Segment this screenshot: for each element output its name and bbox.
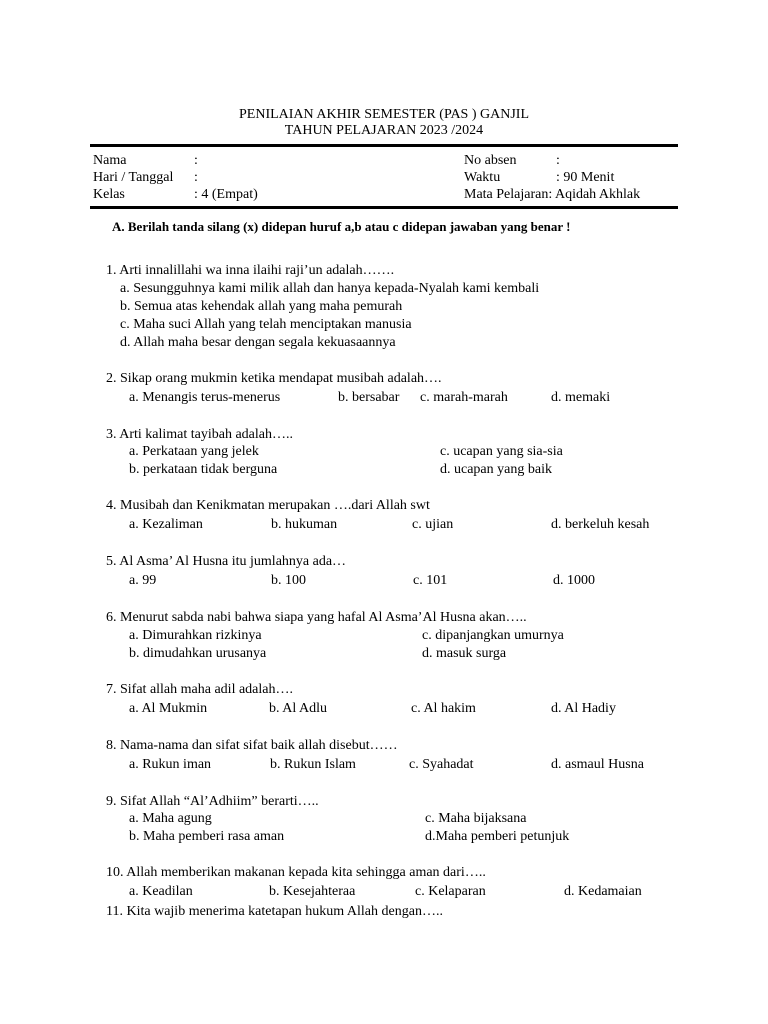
q3-option-d: d. ucapan yang baik: [440, 462, 552, 477]
q1-option-b: b. Semua atas kehendak allah yang maha pemurah: [120, 299, 403, 314]
instruction: A. Berilah tanda silang (x) didepan huruf a,b atau c didepan jawaban yang benar !: [112, 219, 571, 234]
question-2: 2. Sikap orang mukmin ketika mendapat musibah adalah….: [106, 371, 442, 386]
q5-option-d: d. 1000: [553, 573, 595, 588]
waktu-label: Waktu: [464, 170, 501, 185]
q6-option-d: d. masuk surga: [422, 646, 507, 661]
q7-option-a: a. Al Mukmin: [129, 701, 208, 716]
q7-option-d: d. Al Hadiy: [551, 701, 616, 716]
q3-option-c: c. ucapan yang sia-sia: [440, 444, 563, 459]
q2-option-b: b. bersabar: [338, 390, 400, 405]
absen-colon: :: [556, 153, 560, 168]
kelas-value: : 4 (Empat): [194, 187, 258, 202]
q9-option-a: a. Maha agung: [129, 811, 212, 826]
q6-option-a: a. Dimurahkan rizkinya: [129, 628, 262, 643]
hari-colon: :: [194, 170, 198, 185]
q1-option-d: d. Allah maha besar dengan segala kekuasaannya: [120, 335, 396, 350]
q10-option-a: a. Keadilan: [129, 884, 193, 899]
question-4: 4. Musibah dan Kenikmatan merupakan ….dari Allah swt: [106, 498, 430, 513]
question-8: 8. Nama-nama dan sifat sifat baik allah disebut……: [106, 738, 398, 753]
q1-option-c: c. Maha suci Allah yang telah menciptakan manusia: [120, 317, 412, 332]
q5-option-c: c. 101: [413, 573, 448, 588]
question-10: 10. Allah memberikan makanan kepada kita sehingga aman dari…..: [106, 865, 486, 880]
q8-option-d: d. asmaul Husna: [551, 757, 644, 772]
absen-label: No absen: [464, 153, 517, 168]
mapel-value: Mata Pelajaran: Aqidah Akhlak: [464, 187, 641, 202]
q7-option-b: b. Al Adlu: [269, 701, 327, 716]
bottom-divider: [90, 206, 678, 209]
q4-option-a: a. Kezaliman: [129, 517, 203, 532]
waktu-value: : 90 Menit: [556, 170, 615, 185]
question-9: 9. Sifat Allah “Al’Adhiim” berarti…..: [106, 794, 319, 809]
q2-option-c: c. marah-marah: [420, 390, 508, 405]
question-3: 3. Arti kalimat tayibah adalah…..: [106, 427, 294, 442]
q1-option-a: a. Sesungguhnya kami milik allah dan hanya kepada-Nyalah kami kembali: [120, 281, 540, 296]
q2-option-a: a. Menangis terus-menerus: [129, 390, 281, 405]
top-divider: [90, 144, 678, 147]
q9-option-d: d.Maha pemberi petunjuk: [425, 829, 570, 844]
q3-option-a: a. Perkataan yang jelek: [129, 444, 259, 459]
q5-option-a: a. 99: [129, 573, 157, 588]
question-11: 11. Kita wajib menerima katetapan hukum Allah dengan…..: [106, 904, 443, 919]
q8-option-c: c. Syahadat: [409, 757, 474, 772]
q10-option-d: d. Kedamaian: [564, 884, 642, 899]
q8-option-a: a. Rukun iman: [129, 757, 212, 772]
kelas-label: Kelas: [93, 187, 125, 202]
q6-option-c: c. dipanjangkan umurnya: [422, 628, 564, 643]
hari-label: Hari / Tanggal: [93, 170, 174, 185]
question-7: 7. Sifat allah maha adil adalah….: [106, 682, 293, 697]
nama-colon: :: [194, 153, 198, 168]
nama-label: Nama: [93, 153, 127, 168]
q4-option-c: c. ujian: [412, 517, 454, 532]
q9-option-b: b. Maha pemberi rasa aman: [129, 829, 285, 844]
q2-option-d: d. memaki: [551, 390, 611, 405]
question-6: 6. Menurut sabda nabi bahwa siapa yang hafal Al Asma’Al Husna akan…..: [106, 610, 527, 625]
q10-option-c: c. Kelaparan: [415, 884, 486, 899]
q6-option-b: b. dimudahkan urusanya: [129, 646, 267, 661]
q8-option-b: b. Rukun Islam: [270, 757, 356, 772]
q3-option-b: b. perkataan tidak berguna: [129, 462, 278, 477]
q9-option-c: c. Maha bijaksana: [425, 811, 527, 826]
q5-option-b: b. 100: [271, 573, 306, 588]
q7-option-c: c. Al hakim: [411, 701, 476, 716]
q4-option-b: b. hukuman: [271, 517, 338, 532]
question-1: 1. Arti innalillahi wa inna ilaihi raji’un adalah…….: [106, 263, 395, 278]
q10-option-b: b. Kesejahteraa: [269, 884, 356, 899]
q4-option-d: d. berkeluh kesah: [551, 517, 650, 532]
question-5: 5. Al Asma’ Al Husna itu jumlahnya ada…: [106, 554, 347, 569]
exam-year: TAHUN PELAJARAN 2023 /2024: [284, 123, 484, 138]
exam-title: PENILAIAN AKHIR SEMESTER (PAS ) GANJIL: [239, 107, 529, 122]
